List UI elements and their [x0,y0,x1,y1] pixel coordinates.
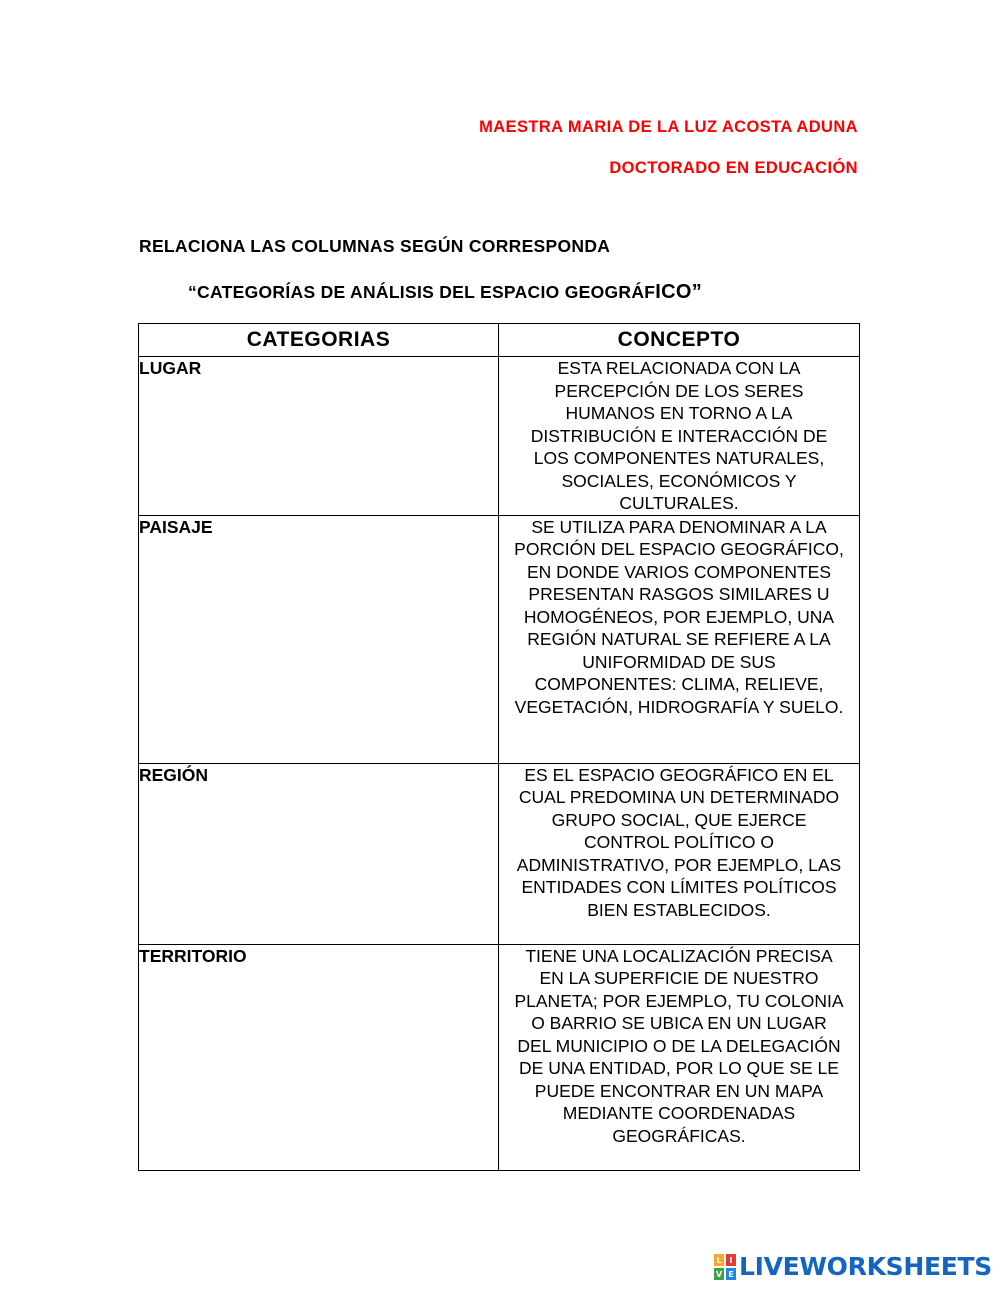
concept-cell: ESTA RELACIONADA CON LA PERCEPCIÓN DE LOS SERES HUMANOS EN TORNO A LA DISTRIBUCIÓN E INTERACCIÓN DE LOS COMPONENTES NATURALES, SOCIALES, ECONÓMICOS Y CULTURALES. [499,357,860,516]
worksheet-title [188,281,702,304]
concept-cell: ES EL ESPACIO GEOGRÁFICO EN EL CUAL PREDOMINA UN DETERMINADO GRUPO SOCIAL, QUE EJERCE CONTROL POLÍTICO O ADMINISTRATIVO, POR EJEMPLO, LAS ENTIDADES CON LÍMITES POLÍTICOS BIEN ESTABLECIDOS. [499,763,860,944]
svg-text:V: V [715,1269,723,1279]
table-header-row [139,324,860,357]
author-name: MAESTRA MARIA DE LA LUZ ACOSTA ADUNA [479,118,858,136]
logo-text: LIVEWORKSHEETS [738,1252,992,1281]
category-cell: PAISAJE [139,515,499,763]
table-row [139,944,860,1170]
table-row [139,763,860,944]
header-concepto: CONCEPTO [499,324,860,357]
author-degree: DOCTORADO EN EDUCACIÓN [609,159,858,177]
liveworksheets-logo [714,1252,992,1281]
worksheet-title-main: “CATEGORÍAS DE ANÁLISIS DEL ESPACIO GEOGRÁF [188,282,656,302]
concept-cell: SE UTILIZA PARA DENOMINAR A LA PORCIÓN DEL ESPACIO GEOGRÁFICO, EN DONDE VARIOS COMPONENTES PRESENTAN RASGOS SIMILARES U HOMOGÉNEOS, POR EJEMPLO, UNA REGIÓN NATURAL SE REFIERE A LA UNIFORMIDAD DE SUS COMPONENTES: CLIMA, RELIEVE, VEGETACIÓN, HIDROGRAFÍA Y SUELO. [499,515,860,763]
header-categorias: CATEGORIAS [139,324,499,357]
concept-cell: TIENE UNA LOCALIZACIÓN PRECISA EN LA SUPERFICIE DE NUESTRO PLANETA; POR EJEMPLO, TU COLONIA O BARRIO SE UBICA EN UN LUGAR DEL MUNICIPIO O DE LA DELEGACIÓN DE UNA ENTIDAD, POR LO QUE SE LE PUEDE ENCONTRAR EN UN MAPA MEDIANTE COORDENADAS GEOGRÁFICAS. [499,944,860,1170]
worksheet-title-tail: ICO” [655,281,703,303]
category-cell: TERRITORIO [139,944,499,1170]
table-row [139,357,860,516]
categories-table [138,323,860,1171]
svg-text:L: L [716,1255,722,1265]
instruction-text: RELACIONA LAS COLUMNAS SEGÚN CORRESPONDA [139,236,611,256]
table-row [139,515,860,763]
category-cell: REGIÓN [139,763,499,944]
category-cell: LUGAR [139,357,499,516]
svg-text:I: I [729,1255,733,1265]
liveworksheets-logo-icon [714,1254,736,1280]
svg-text:E: E [728,1269,734,1279]
